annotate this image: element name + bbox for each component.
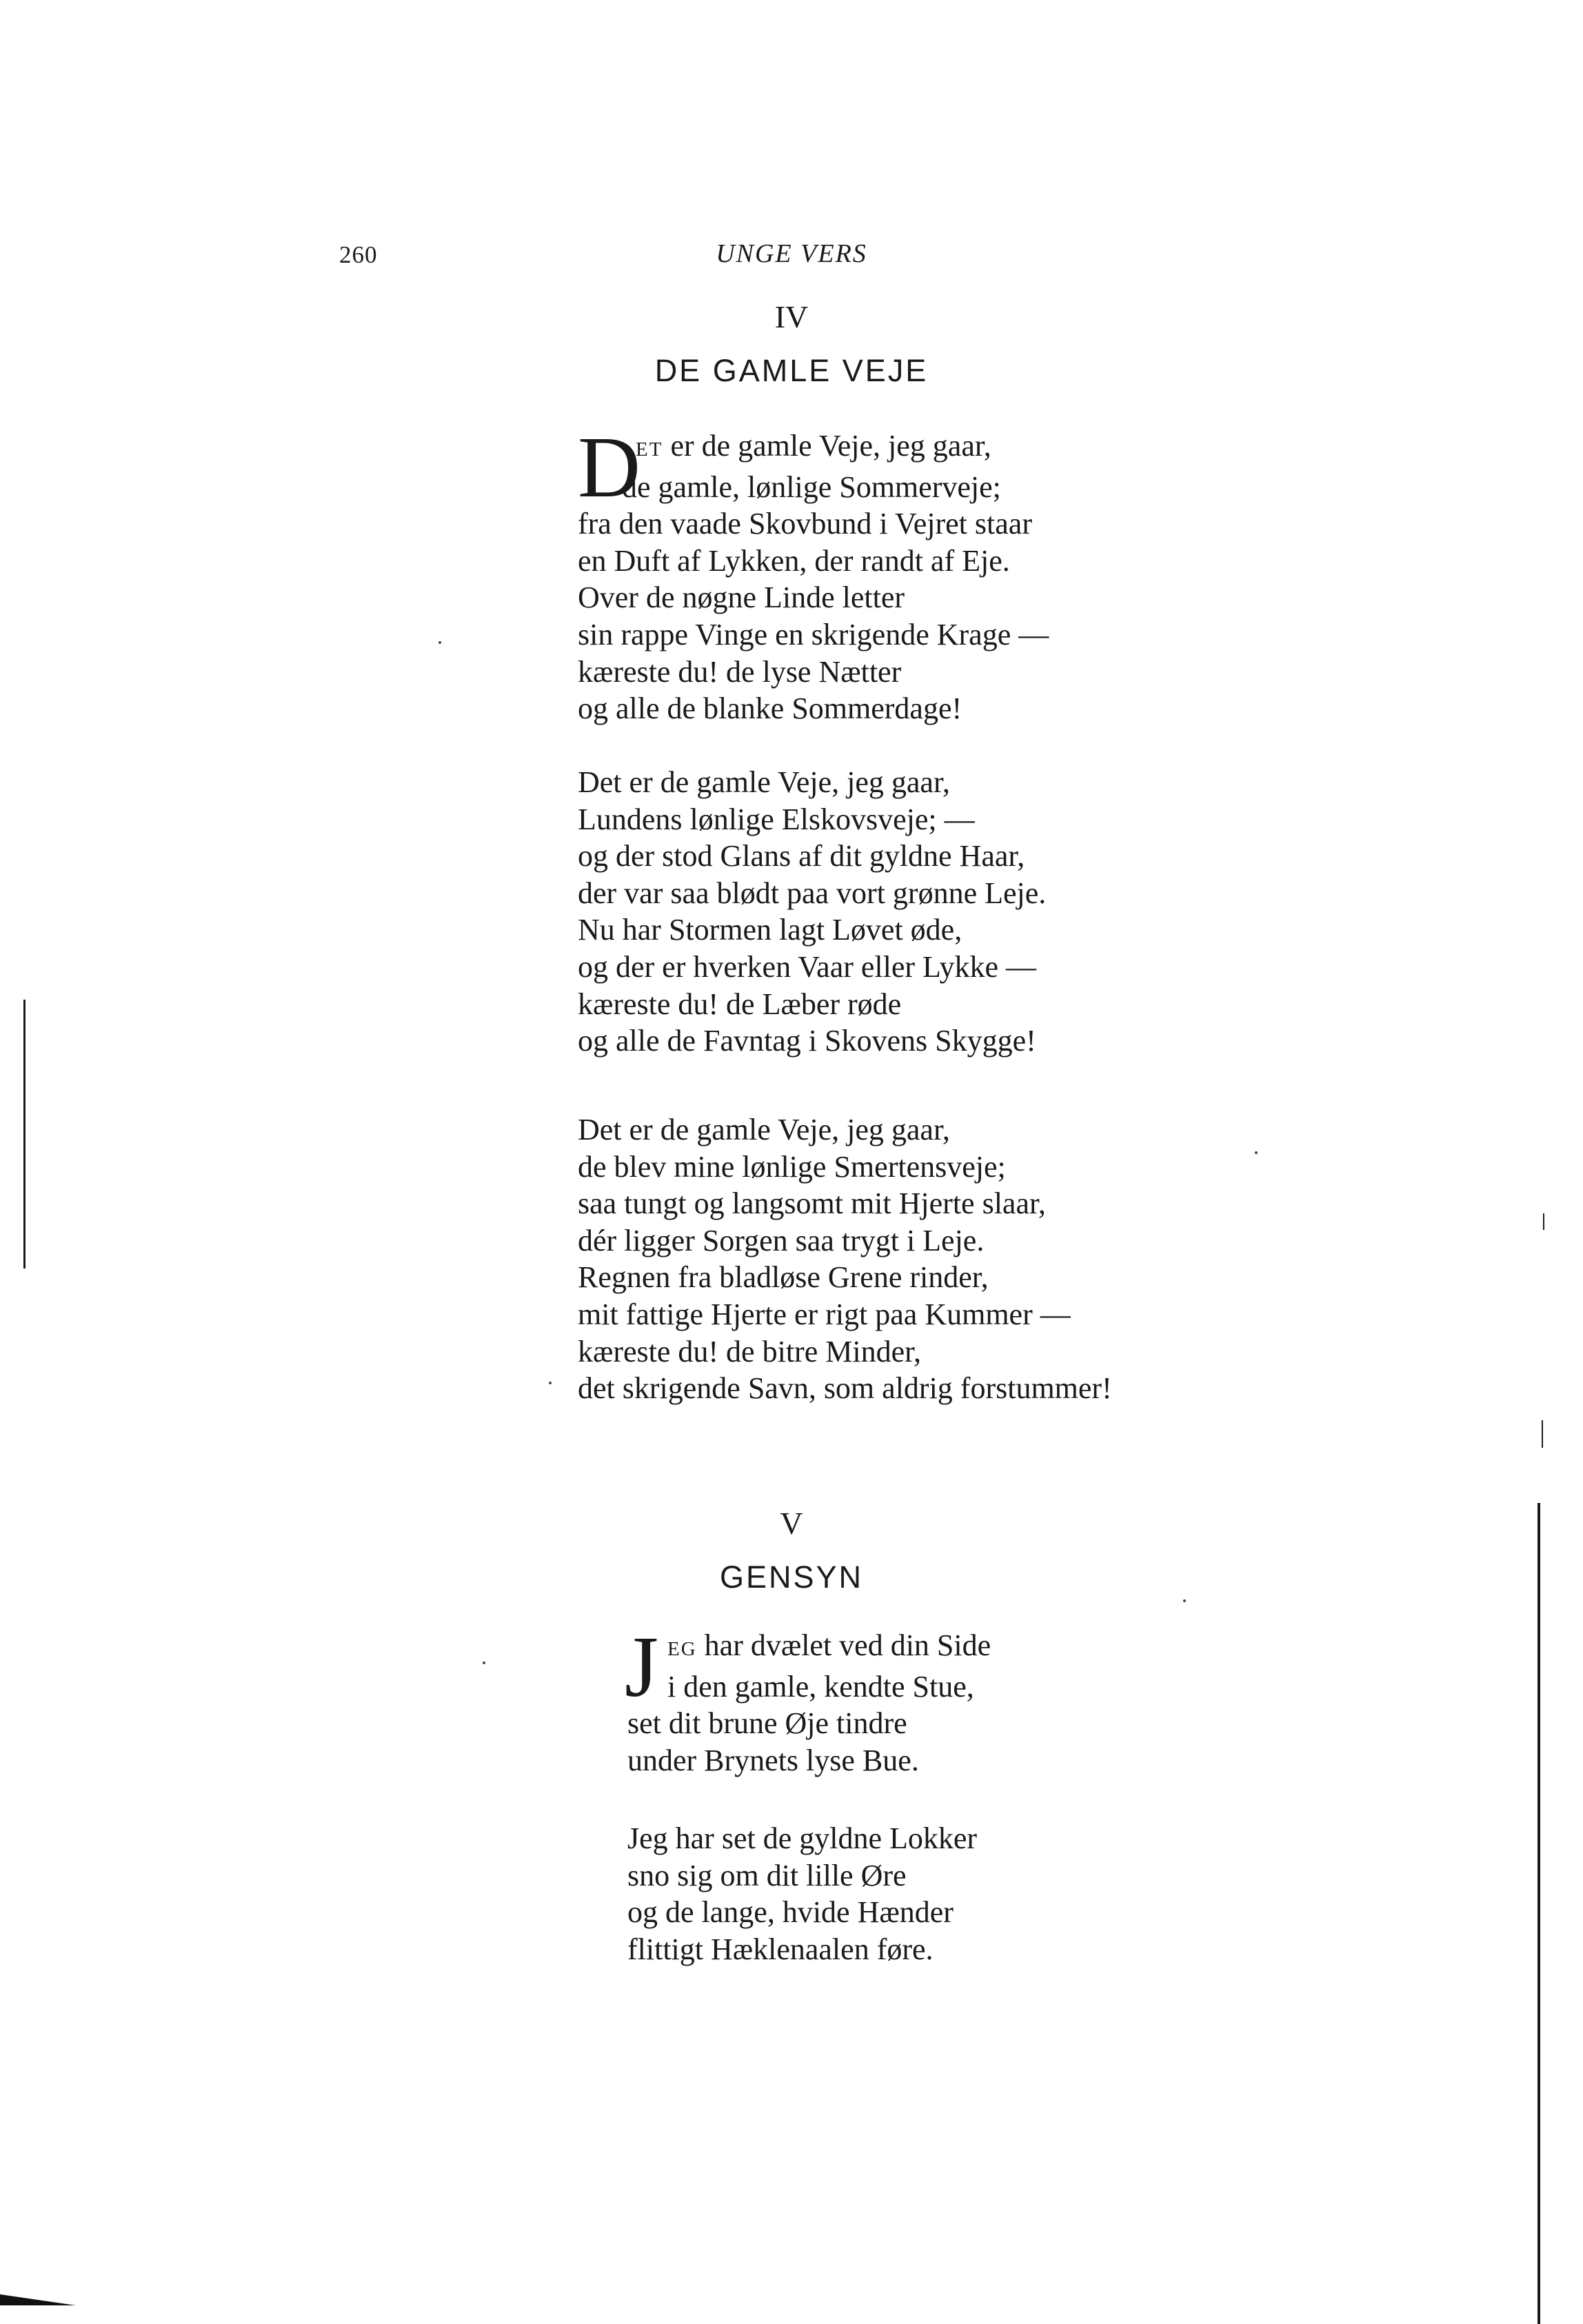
section-numeral-iv: IV bbox=[774, 299, 809, 334]
verse-line: Regnen fra bladløse Grene rinder, bbox=[578, 1260, 989, 1295]
verse-line: under Brynets lyse Bue. bbox=[627, 1743, 919, 1777]
verse-line: saa tungt og langsomt mit Hjerte slaar, bbox=[578, 1186, 1046, 1221]
poem4-stanza-2 bbox=[578, 764, 1046, 1060]
poem5-stanza-2 bbox=[627, 1820, 977, 1968]
verse-line: Lundens lønlige Elskovsveje; — bbox=[578, 802, 975, 836]
verse-line: Det er de gamle Veje, jeg gaar, bbox=[578, 765, 950, 799]
verse-line: de blev mine lønlige Smertensveje; bbox=[578, 1149, 1006, 1184]
verse-line: og der stod Glans af dit gyldne Haar, bbox=[578, 839, 1025, 873]
verse-line: og alle de Favntag i Skovens Skygge! bbox=[578, 1024, 1036, 1058]
verse-text: er de gamle Veje, jeg gaar, bbox=[663, 429, 991, 463]
scan-edge-line-left bbox=[23, 1000, 26, 1269]
verse-line: kæreste du! de Læber røde bbox=[578, 987, 902, 1021]
poem4-stanza-3 bbox=[578, 1111, 1112, 1407]
page-number: 260 bbox=[339, 241, 378, 268]
scan-dot bbox=[1183, 1599, 1186, 1602]
scan-mark bbox=[1542, 1420, 1543, 1448]
verse-line: dér ligger Sorgen saa trygt i Leje. bbox=[578, 1223, 985, 1257]
verse-line bbox=[578, 427, 1049, 469]
verse-line: det skrigende Savn, som aldrig forstummer! bbox=[578, 1371, 1112, 1406]
smallcaps-text: EG bbox=[667, 1638, 697, 1660]
verse-text: har dvælet ved din Side bbox=[696, 1628, 991, 1662]
dropcap-j: J bbox=[625, 1619, 659, 1715]
section-numeral-v: V bbox=[780, 1506, 803, 1541]
verse-line: kæreste du! de lyse Nætter bbox=[578, 654, 902, 689]
scan-mark bbox=[1543, 1213, 1544, 1230]
verse-line: Jeg har set de gyldne Lokker bbox=[627, 1821, 978, 1855]
verse-line: Nu har Stormen lagt Løvet øde, bbox=[578, 913, 962, 947]
verse-line: Det er de gamle Veje, jeg gaar, bbox=[578, 1113, 950, 1146]
corner-arrow-mark bbox=[0, 2294, 76, 2305]
verse-line bbox=[627, 1627, 991, 1668]
scan-dot bbox=[1255, 1151, 1258, 1154]
verse-line: en Duft af Lykken, der randt af Eje. bbox=[578, 543, 1010, 578]
verse-line: fra den vaade Skovbund i Vejret staar bbox=[578, 507, 1032, 541]
scan-dot bbox=[549, 1382, 552, 1384]
poem5-stanza-1 bbox=[625, 1619, 991, 1779]
poem-title-gensyn: GENSYN bbox=[719, 1559, 864, 1595]
verse-line: og der er hverken Vaar eller Lykke — bbox=[578, 949, 1037, 984]
verse-line: i den gamle, kendte Stue, bbox=[667, 1669, 974, 1704]
verse-line: der var saa blødt paa vort grønne Leje. bbox=[578, 876, 1047, 910]
verse-line: de gamle, lønlige Sommerveje; bbox=[622, 469, 1001, 504]
verse-line: mit fattige Hjerte er rigt paa Kummer — bbox=[578, 1297, 1071, 1331]
verse-line: og alle de blanke Sommerdage! bbox=[578, 691, 962, 726]
verse-line: flittigt Hæklenaalen føre. bbox=[627, 1932, 934, 1966]
poem-title-de-gamle-veje: DE GAMLE VEJE bbox=[654, 353, 929, 388]
verse-line: og de lange, hvide Hænder bbox=[627, 1895, 954, 1930]
verse-line: Over de nøgne Linde letter bbox=[578, 580, 905, 615]
scan-dot bbox=[438, 641, 441, 644]
verse-line: kæreste du! de bitre Minder, bbox=[578, 1334, 921, 1368]
smallcaps-text: ET bbox=[636, 438, 663, 461]
scan-dot bbox=[483, 1661, 485, 1664]
verse-line: sno sig om dit lille Øre bbox=[627, 1858, 907, 1892]
poem4-stanza-1 bbox=[578, 420, 1049, 727]
dropcap-d: D bbox=[578, 420, 641, 516]
scan-edge-line-right bbox=[1537, 1503, 1540, 2324]
verse-line: set dit brune Øje tindre bbox=[627, 1706, 907, 1741]
running-head: UNGE VERS bbox=[716, 239, 867, 268]
verse-line: sin rappe Vinge en skrigende Krage — bbox=[578, 617, 1049, 651]
